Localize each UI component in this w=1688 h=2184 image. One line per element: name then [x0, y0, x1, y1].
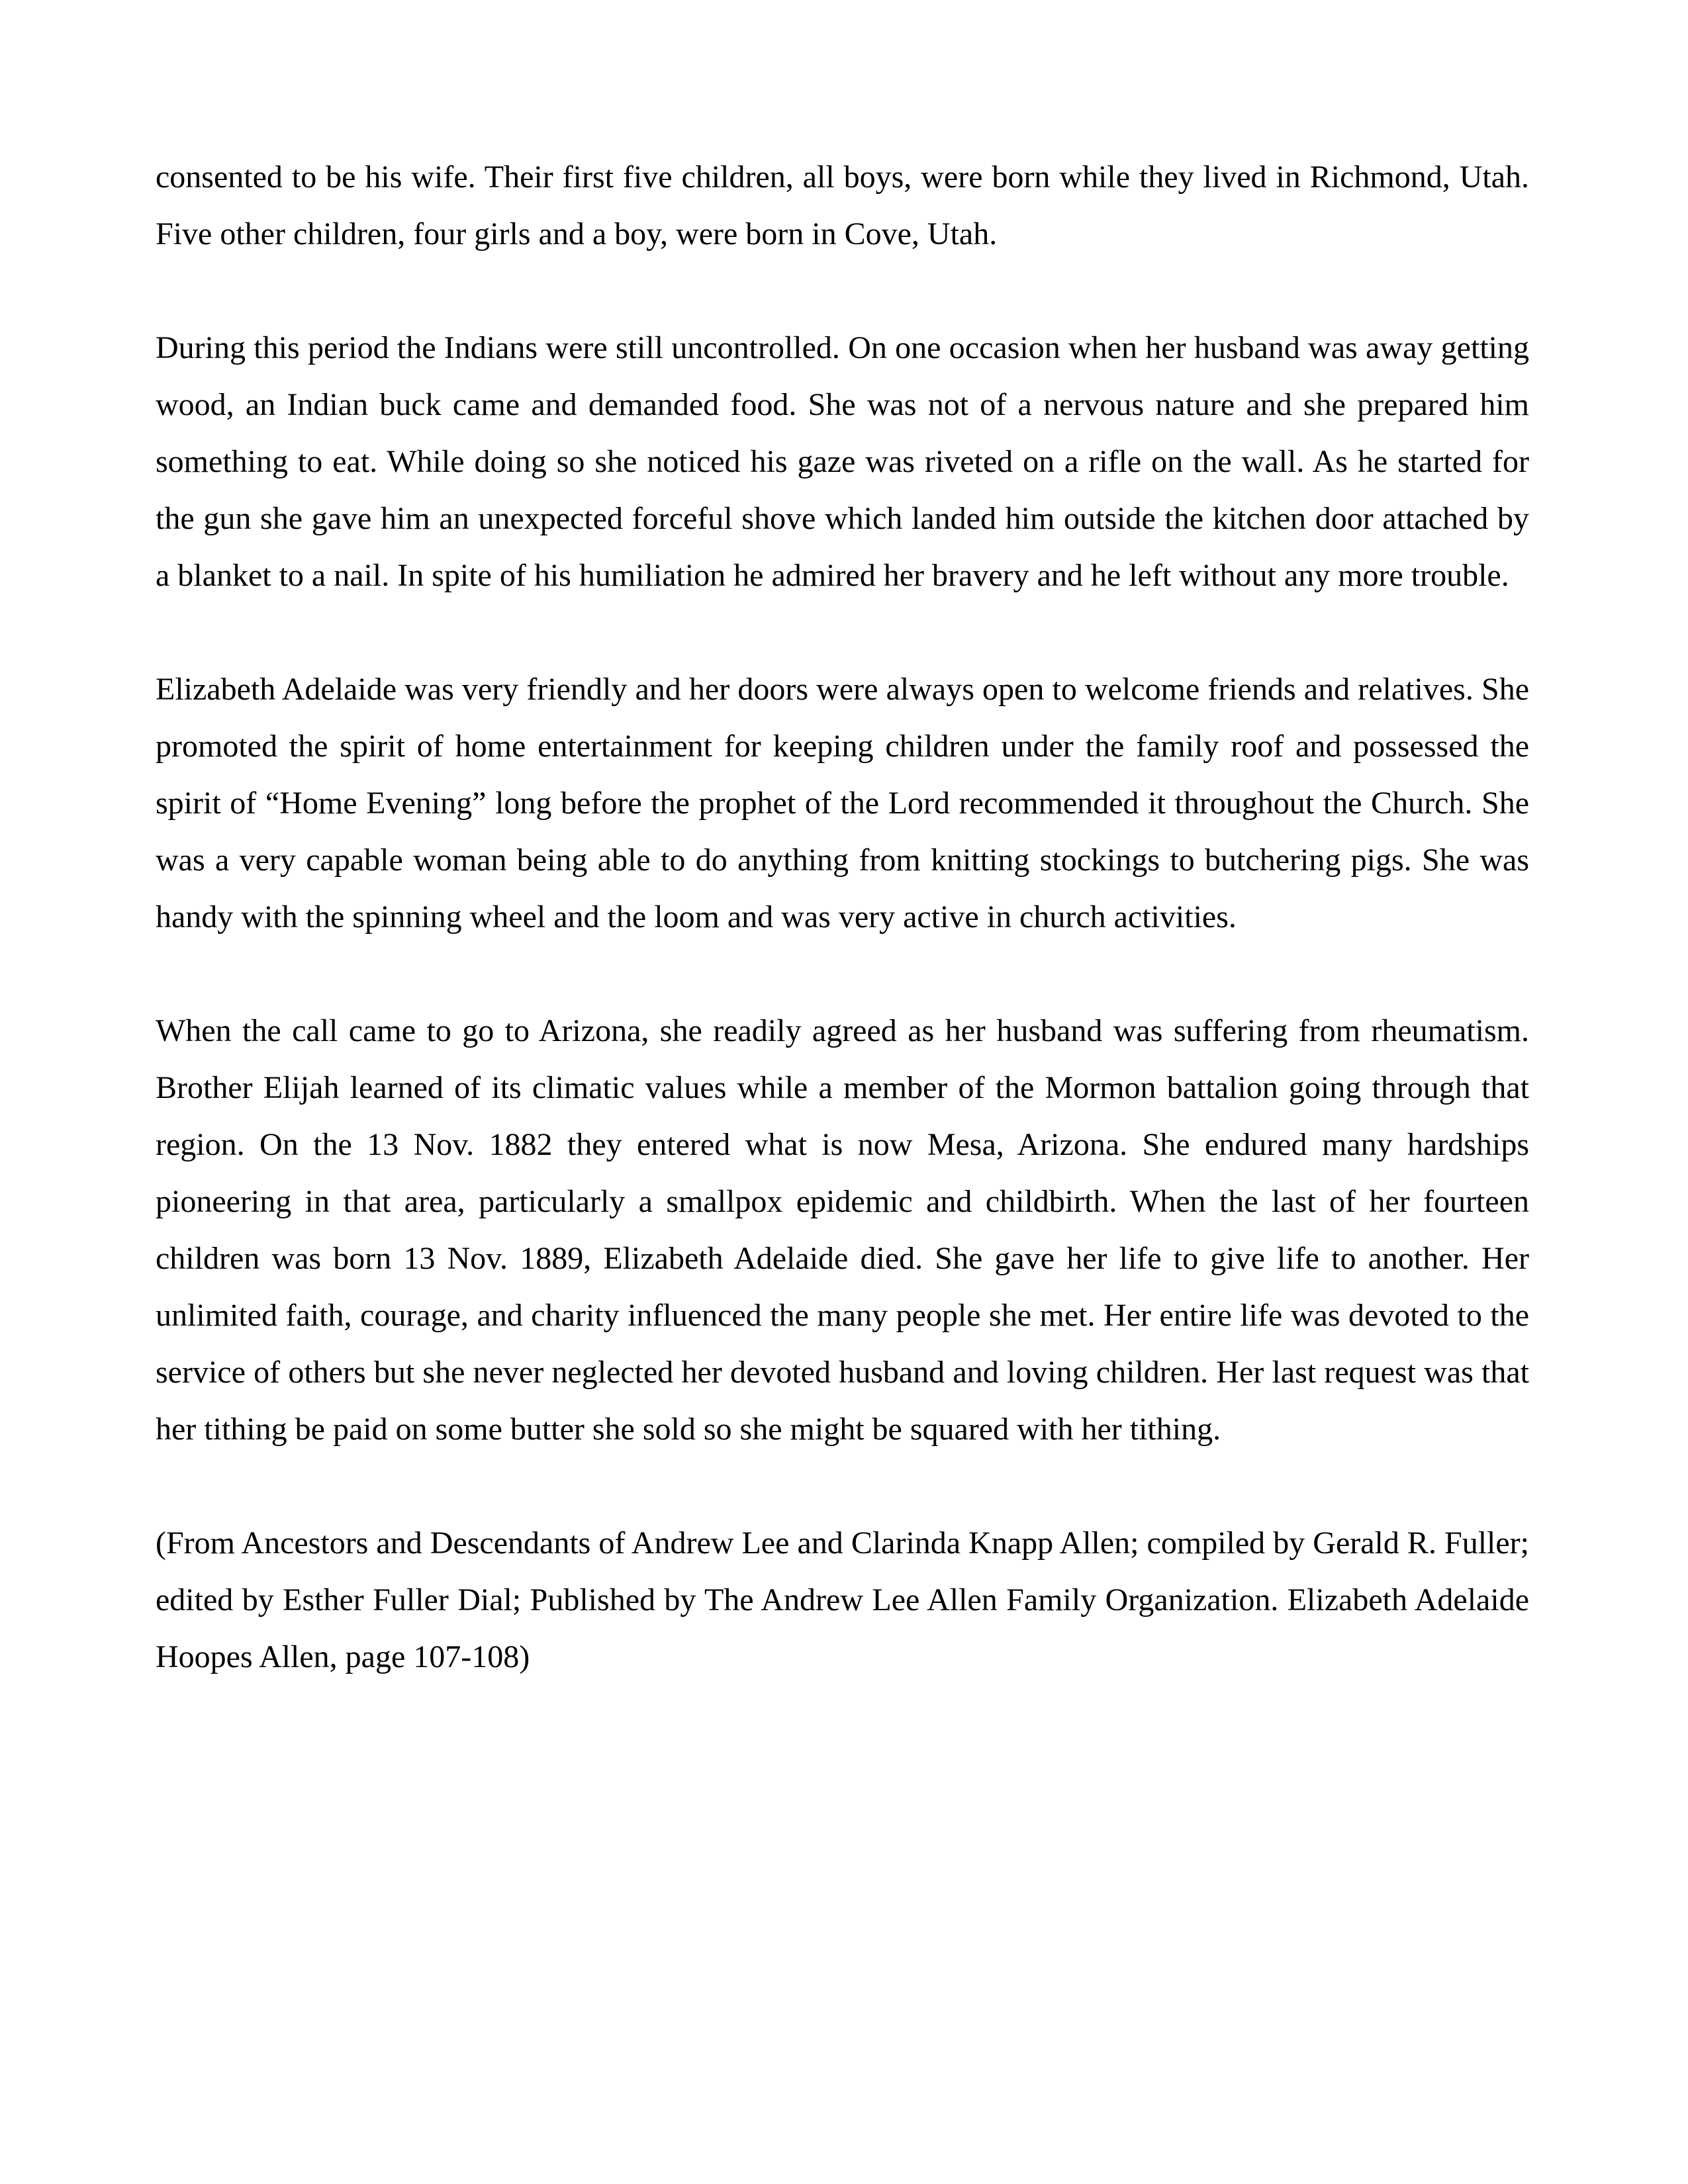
- paragraph-children-born: consented to be his wife. Their first five children, all boys, were born while they lived in Richmond, Utah. Five other children, four girls and a boy, were born in Cove, Utah.: [156, 159, 1529, 251]
- paragraph-indian-encounter: During this period the Indians were still uncontrolled. On one occasion when her husband was away getting wood, an Indian buck came and demanded food. She was not of a nervous nature and she prepared him something to eat. While doing so she noticed his gaze was riveted on a rifle on the wall. As he started for the gun she gave him an unexpected forceful shove which landed him outside the kitchen door attached by a blanket to a nail. In spite of his humiliation he admired her bravery and he left without any more trouble.: [156, 330, 1529, 593]
- document-body: [156, 149, 1529, 1686]
- paragraph-friendly-nature: Elizabeth Adelaide was very friendly and her doors were always open to welcome friends and relatives. She promoted the spirit of home entertainment for keeping children under the family roof and possessed the spirit of “Home Evening” long before the prophet of the Lord recommended it throughout the Church. She was a very capable woman being able to do anything from knitting stockings to butchering pigs. She was handy with the spinning wheel and the loom and was very active in church activities.: [156, 672, 1529, 934]
- paragraph-arizona-move: When the call came to go to Arizona, she readily agreed as her husband was suffering from rheumatism. Brother Elijah learned of its climatic values while a member of the Mormon battalion going through that region. On the 13 Nov. 1882 they entered what is now Mesa, Arizona. She endured many hardships pioneering in that area, particularly a smallpox epidemic and childbirth. When the last of her fourteen children was born 13 Nov. 1889, Elizabeth Adelaide died. She gave her life to give life to another. Her unlimited faith, courage, and charity influenced the many people she met. Her entire life was devoted to the service of others but she never neglected her devoted husband and loving children. Her last request was that her tithing be paid on some butter she sold so she might be squared with her tithing.: [156, 1013, 1529, 1447]
- paragraph-source-citation: (From Ancestors and Descendants of Andrew Lee and Clarinda Knapp Allen; compiled by Gerald R. Fuller; edited by Esther Fuller Dial; Published by The Andrew Lee Allen Family Organization. Elizabeth Adelaide Hoopes Allen, page 107-108): [156, 1525, 1529, 1674]
